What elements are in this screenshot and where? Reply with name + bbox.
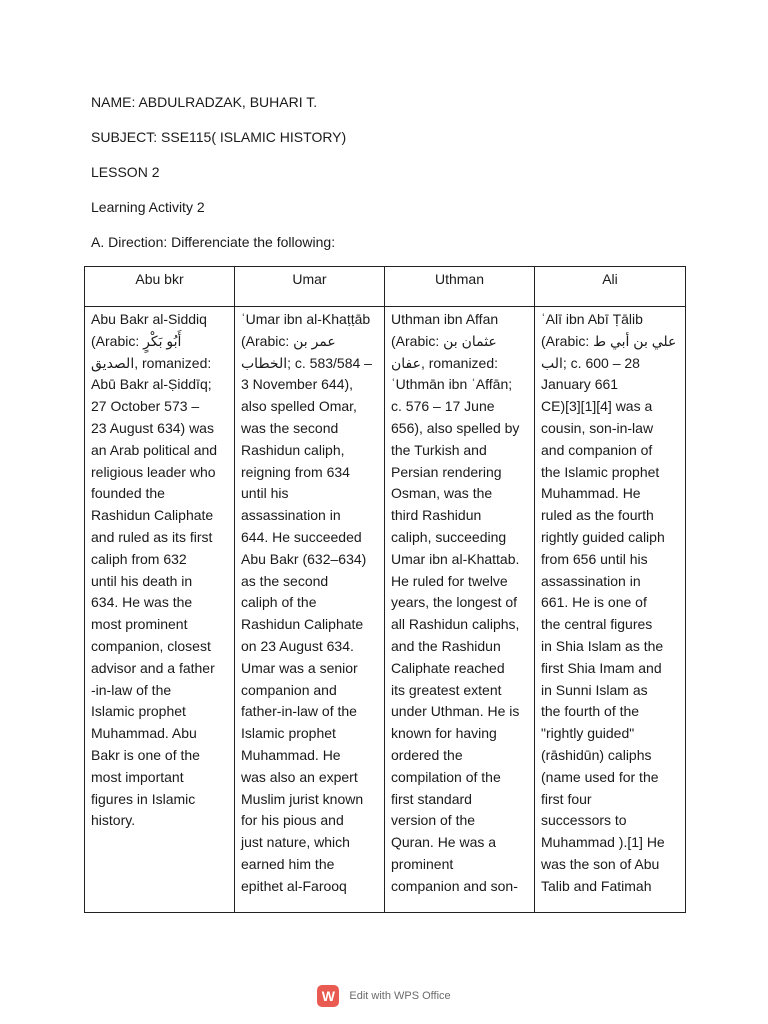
table-row xyxy=(85,307,686,913)
cell-umar xyxy=(235,307,385,913)
table-header-row xyxy=(85,267,686,307)
header-uthman: Uthman xyxy=(385,267,535,307)
header-ali: Ali xyxy=(535,267,686,307)
cell-ali xyxy=(535,307,686,913)
activity-line: Learning Activity 2 xyxy=(91,199,205,215)
cell-text-abu-bakr: Abu Bakr al-Siddiq (Arabic: أَبُو بَكْرٍ الصديق, romanized: Abū Bakr al-Ṣiddīq; 27 October 573 – 23 August 634) was an Arab political and religious leader who founded the Rashidun Caliphate and ruled as its first caliph from 632 until his death in 634. He was the most prominent companion, closest advisor and a father -in-law of the Islamic prophet Muhammad. Abu Bakr is one of the most important figures in Islamic history. xyxy=(91,311,218,829)
wps-footer[interactable] xyxy=(0,985,768,1007)
header-umar: Umar xyxy=(235,267,385,307)
name-line: NAME: ABDULRADZAK, BUHARI T. xyxy=(91,94,318,110)
subject-line: SUBJECT: SSE115( ISLAMIC HISTORY) xyxy=(91,129,347,145)
header-abu-bakr: Abu bkr xyxy=(85,267,235,307)
lesson-line: LESSON 2 xyxy=(91,164,160,180)
wps-logo-icon: W xyxy=(317,985,339,1007)
cell-text-ali: ʿAlī ibn Abī Ṭālib (Arabic: علي بن أبي ط الب; c. 600 – 28 January 661 CE)[3][1][4] was a cousin, son-in-law and companion of the Islamic prophet Muhammad. He ruled as the fourth rightly guided caliph from 656 until his assassination in 661. He is one of the central figures in Shia Islam as the first Shia Imam and in Sunni Islam as the fourth of the "rightly guided" (rāshidūn) caliphs (name used for the first four successors to Muhammad ).[1] He was the son of Abu Talib and Fatimah xyxy=(541,311,677,894)
cell-text-uthman: Uthman ibn Affan (Arabic: عثمان بن عفان, romanized: ʿUthmān ibn ʿAffān; c. 576 – 17 June 656), also spelled by the Turkish and Persian rendering Osman, was the third Rashidun caliph, succeeding Umar ibn al-Khattab. He ruled for twelve years, the longest of all Rashidun caliphs, and the Rashidun Caliphate reached its greatest extent under Uthman. He is known for having ordered the compilation of the first standard version of the Quran. He was a prominent companion and son- xyxy=(391,311,520,894)
wps-footer-label: Edit with WPS Office xyxy=(349,990,451,1002)
cell-uthman xyxy=(385,307,535,913)
cell-text-umar: ʿUmar ibn al-Khaṭṭāb (Arabic: عمر بن الخطاب; c. 583/584 – 3 November 644), also spelled Omar, was the second Rashidun caliph, reigning from 634 until his assassination in 644. He succeeded Abu Bakr (632–634) as the second caliph of the Rashidun Caliphate on 23 August 634. Umar was a senior companion and father-in-law of the Islamic prophet Muhammad. He was also an expert Muslim jurist known for his pious and just nature, which earned him the epithet al-Farooq xyxy=(241,311,372,894)
direction-line: A. Direction: Differenciate the following: xyxy=(91,234,336,250)
cell-abu-bakr xyxy=(85,307,235,913)
comparison-table xyxy=(84,266,686,913)
